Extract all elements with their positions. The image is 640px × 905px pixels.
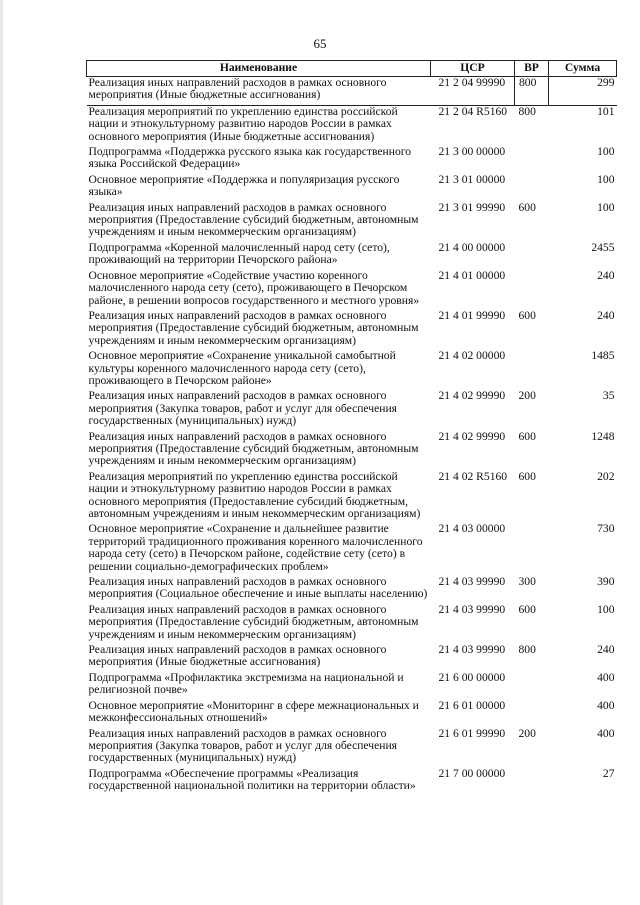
cell-vr [515,270,549,310]
cell-sum: 202 [597,469,615,483]
cell-vr [515,672,549,700]
cell-sum: 100 [597,602,615,616]
table-row [87,242,617,270]
cell-csr: 21 4 02 R5160 [438,469,508,483]
cell-sum: 100 [597,200,615,214]
cell-csr: 21 4 03 99990 [438,643,506,657]
cell-name: Основное мероприятие «Сохранение и дальнейшее развитие территорий традиционного проживания коренного малочисленного народа сету (сето) в Печорском районе, содействие сету (сето) в решении социально-демографических проблем» [88,522,423,573]
cell-csr: 21 6 01 99990 [438,726,506,740]
page-number: 65 [313,36,327,51]
cell-sum: 400 [597,670,615,684]
cell-sum: 2455 [591,240,615,254]
cell-csr: 21 4 00 00000 [438,240,506,254]
cell-sum: 390 [597,575,615,589]
cell-sum: 400 [597,698,615,712]
table-row [87,202,617,242]
cell-name: Реализация иных направлений расходов в рамках основного мероприятия (Закупка товаров, работ и услуг для обеспечения государственных (муниципальных) нужд) [88,389,397,428]
cell-name: Реализация иных направлений расходов в рамках основного мероприятия (Предоставление субсидий бюджетным, автономным учреждениям и иным некоммерческим организациям) [88,308,419,347]
cell-name: Реализация иных направлений расходов в рамках основного мероприятия (Иные бюджетные ассигнования) [87,77,431,106]
cell-sum: 240 [597,308,615,322]
table-row [87,431,617,471]
cell-vr: 800 [518,643,536,657]
cell-vr: 800 [515,77,549,106]
cell-csr: 21 4 02 00000 [438,349,506,363]
cell-name: Реализация иных направлений расходов в рамках основного мероприятия (Предоставление субсидий бюджетным, автономным учреждениям и иным некоммерческим организациям) [88,429,419,468]
table-row [87,105,617,146]
cell-csr: 21 4 01 00000 [438,268,506,282]
cell-csr: 21 4 02 99990 [438,429,506,443]
cell-sum: 240 [597,643,615,657]
cell-sum: 400 [597,726,615,740]
cell-csr: 21 4 02 99990 [438,389,506,403]
cell-vr: 600 [518,602,536,616]
table-row [87,728,617,768]
table-row [87,310,617,350]
cell-name: Основное мероприятие «Мониторинг в сфере межнациональных и межконфессиональных отношений» [88,698,419,725]
budget-table [86,60,617,796]
table-row [87,146,617,174]
scan-edge [0,0,3,905]
table-row [87,700,617,728]
cell-sum: 27 [602,766,615,780]
table-row [87,471,617,524]
cell-csr: 21 2 04 R5160 [438,104,508,118]
header-name: Наименование [87,61,431,77]
table-row [87,174,617,202]
cell-vr [515,146,549,174]
header-sum: Сумма [549,61,617,77]
cell-name: Реализация иных направлений расходов в рамках основного мероприятия (Предоставление субсидий бюджетным, автономным учреждениям и иным некоммерческим организациям) [88,602,419,641]
cell-vr: 200 [518,389,536,403]
cell-name: Реализация иных направлений расходов в рамках основного мероприятия (Предоставление субсидий бюджетным, автономным учреждениям и иным некоммерческим организациям) [88,200,419,239]
table-row [87,270,617,310]
cell-name: Подпрограмма «Поддержка русского языка как государственного языка Российской Федерации» [88,145,412,171]
cell-csr: 21 4 03 99990 [438,575,506,589]
cell-vr: 300 [518,575,536,589]
cell-sum: 240 [597,268,615,282]
cell-sum: 299 [549,77,617,106]
cell-vr [515,174,549,202]
table-row [87,768,617,796]
cell-sum: 101 [597,104,615,118]
cell-csr: 21 3 01 00000 [438,172,506,186]
cell-sum: 1248 [591,429,615,443]
cell-name: Реализация мероприятий по укреплению единства российской нации и этнокультурному развитию народов России в рамках основного мероприятия (Предоставление субсидий бюджетным, автономным учреждениям и иным некоммерческим организациям) [88,469,421,520]
cell-csr: 21 3 00 00000 [438,145,506,159]
cell-vr [515,523,549,576]
cell-csr: 21 4 03 99990 [438,602,506,616]
cell-name: Основное мероприятие «Сохранение уникальной самобытной культуры коренного малочисленного народа сету (сето), проживающего в Печорском районе» [88,349,396,387]
table-row [87,77,617,106]
cell-name: Реализация иных направлений расходов в рамках основного мероприятия (Закупка товаров, работ и услуг для обеспечения государственных (муниципальных) нужд) [88,726,397,765]
cell-csr: 21 3 01 99990 [438,200,506,214]
cell-sum: 730 [597,522,615,536]
cell-vr: 600 [518,469,536,483]
cell-sum: 1485 [591,349,615,363]
header-vr: ВР [515,61,549,77]
header-csr: ЦСР [431,61,515,77]
cell-vr: 600 [518,200,536,214]
cell-csr: 21 4 03 00000 [438,522,506,536]
table-body [87,77,617,796]
table-row [87,523,617,576]
cell-name: Основное мероприятие «Содействие участию коренного малочисленного народа сету (сето), проживающего в Печорском районе, в решении вопросов государственного и местного уровня» [88,268,420,307]
cell-vr [515,350,549,390]
cell-name: Реализация иных направлений расходов в рамках основного мероприятия (Социальное обеспечение и иные выплаты населению) [88,575,428,601]
cell-csr: 21 7 00 00000 [438,766,506,780]
cell-name: Подпрограмма «Коренной малочисленный народ сету (сето), проживающий на территории Печорского района» [88,240,390,267]
cell-vr: 200 [518,726,536,740]
cell-csr: 21 4 01 99990 [438,308,506,322]
cell-name: Подпрограмма «Обеспечение программы «Реализация государственной национальной политики на территории области» [88,766,416,793]
table-row [87,604,617,644]
table-header-row [87,61,617,77]
cell-vr [515,768,549,796]
table-row [87,672,617,700]
cell-vr: 600 [518,308,536,322]
cell-sum: 35 [602,389,615,403]
table-row [87,350,617,390]
cell-vr: 800 [518,104,536,118]
table-row [87,390,617,430]
cell-sum: 100 [597,145,615,159]
table-row [87,576,617,604]
table-row [87,644,617,672]
cell-sum: 100 [597,172,615,186]
cell-vr: 600 [518,429,536,443]
cell-csr: 21 2 04 99990 [431,77,515,106]
cell-name: Реализация иных направлений расходов в рамках основного мероприятия (Иные бюджетные ассигнования) [88,643,387,669]
cell-csr: 21 6 00 00000 [438,670,506,684]
cell-name: Реализация мероприятий по укреплению единства российской нации и этнокультурному развитию народов России в рамках основного мероприятия (Иные бюджетные ассигнования) [88,104,398,143]
cell-name: Основное мероприятие «Поддержка и популяризация русского языка» [88,172,400,199]
cell-vr [515,700,549,728]
cell-vr [515,242,549,270]
cell-name: Подпрограмма «Профилактика экстремизма на национальной и религиозной почве» [88,670,404,697]
cell-csr: 21 6 01 00000 [438,698,506,712]
